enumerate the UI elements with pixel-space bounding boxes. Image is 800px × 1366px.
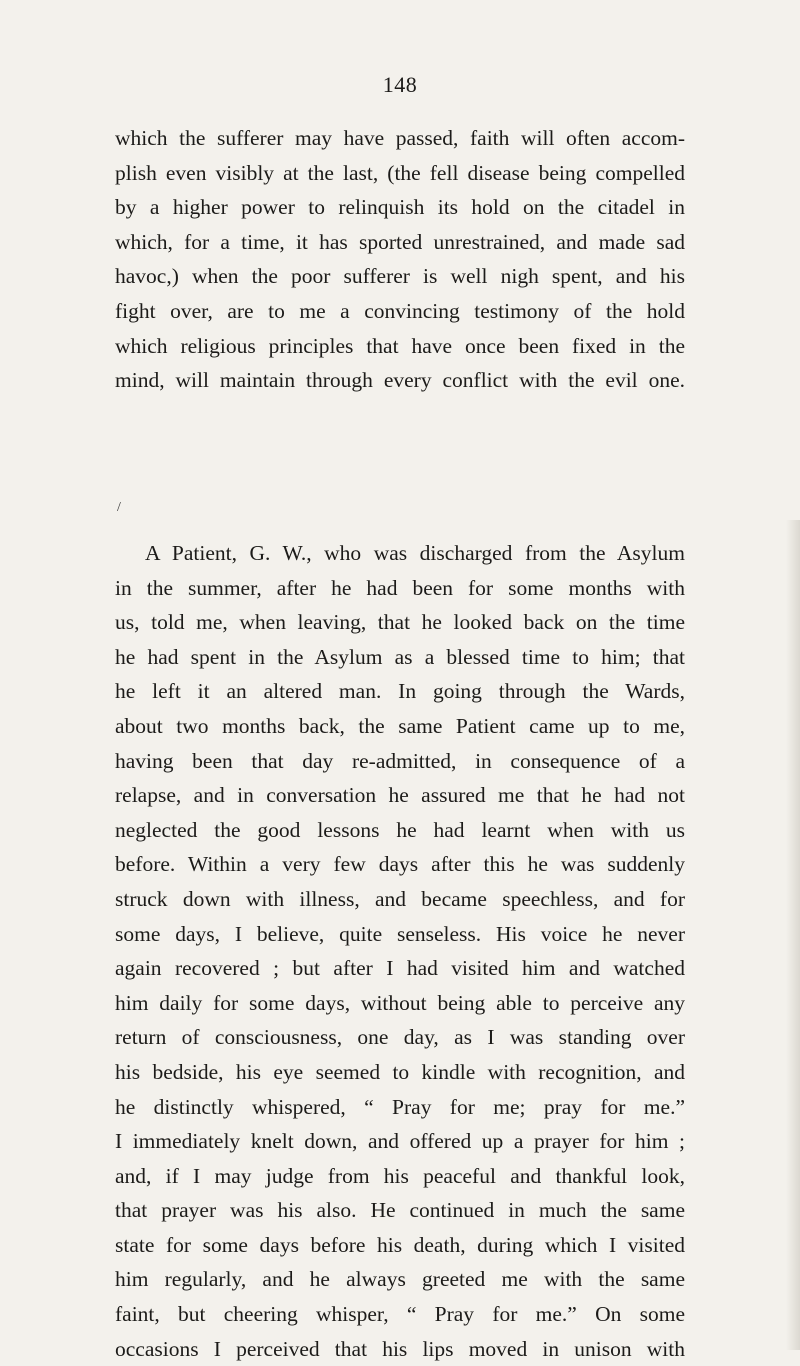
page-number: 148 — [382, 72, 418, 97]
text-line: he had spent in the Asylum as a blessed time to him; that — [115, 644, 685, 669]
text-line: havoc,) when the poor sufferer is well nigh spent, and his — [115, 264, 685, 289]
text-line: us, told me, when leaving, that he looked back on the time — [115, 610, 685, 635]
text-line: neglected the good lessons he had learnt when with us — [115, 817, 685, 842]
text-line: faint, but cheering whisper, “ Pray for me.” On some — [115, 1302, 685, 1327]
text-line: plish even visibly at the last, (the fell disease being compelled — [115, 160, 685, 185]
text-line: fight over, are to me a convincing testimony of the hold — [115, 298, 685, 323]
text-line: him daily for some days, without being able to perceive any — [115, 990, 685, 1015]
text-line: before. Within a very few days after this he was suddenly — [115, 852, 685, 877]
text-line: I immediately knelt down, and offered up a prayer for him ; — [115, 1129, 685, 1154]
text-line: which religious principles that have once been fixed in the — [115, 333, 685, 358]
paragraph-2 — [115, 536, 685, 1366]
text-line: state for some days before his death, during which I visited — [115, 1232, 685, 1257]
text-line: mind, will maintain through every conflict with the evil one. — [115, 368, 685, 393]
text-line: him regularly, and he always greeted me with the same — [115, 1267, 685, 1292]
paragraph-1 — [115, 121, 685, 398]
text-line: and, if I may judge from his peaceful and thankful look, — [115, 1163, 685, 1188]
text-line: A Patient, G. W., who was discharged from the Asylum — [145, 541, 685, 565]
text-line: he distinctly whispered, “ Pray for me; pray for me.” — [115, 1094, 685, 1119]
text-line: which the sufferer may have passed, faith will often accom- — [115, 126, 685, 150]
text-line: in the summer, after he had been for some months with — [115, 575, 685, 600]
text-line: having been that day re-admitted, in consequence of a — [115, 748, 685, 773]
text-line: some days, I believe, quite senseless. His voice he never — [115, 921, 685, 946]
text-line: occasions I perceived that his lips moved in unison with — [115, 1336, 685, 1361]
stray-ink-mark: / — [117, 500, 121, 515]
text-line: that prayer was his also. He continued in much the same — [115, 1198, 685, 1223]
text-line: again recovered ; but after I had visited him and watched — [115, 956, 685, 981]
text-line: about two months back, the same Patient came up to me, — [115, 713, 685, 738]
text-line: his bedside, his eye seemed to kindle with recognition, and — [115, 1059, 685, 1084]
text-line: relapse, and in conversation he assured me that he had not — [115, 783, 685, 808]
text-line: return of consciousness, one day, as I was standing over — [115, 1025, 685, 1050]
page-edge-shadow — [786, 520, 800, 1350]
text-line: which, for a time, it has sported unrestrained, and made sad — [115, 229, 685, 254]
text-line: by a higher power to relinquish its hold on the citadel in — [115, 195, 685, 220]
text-line: struck down with illness, and became speechless, and for — [115, 886, 685, 911]
text-line: he left it an altered man. In going through the Wards, — [115, 679, 685, 704]
